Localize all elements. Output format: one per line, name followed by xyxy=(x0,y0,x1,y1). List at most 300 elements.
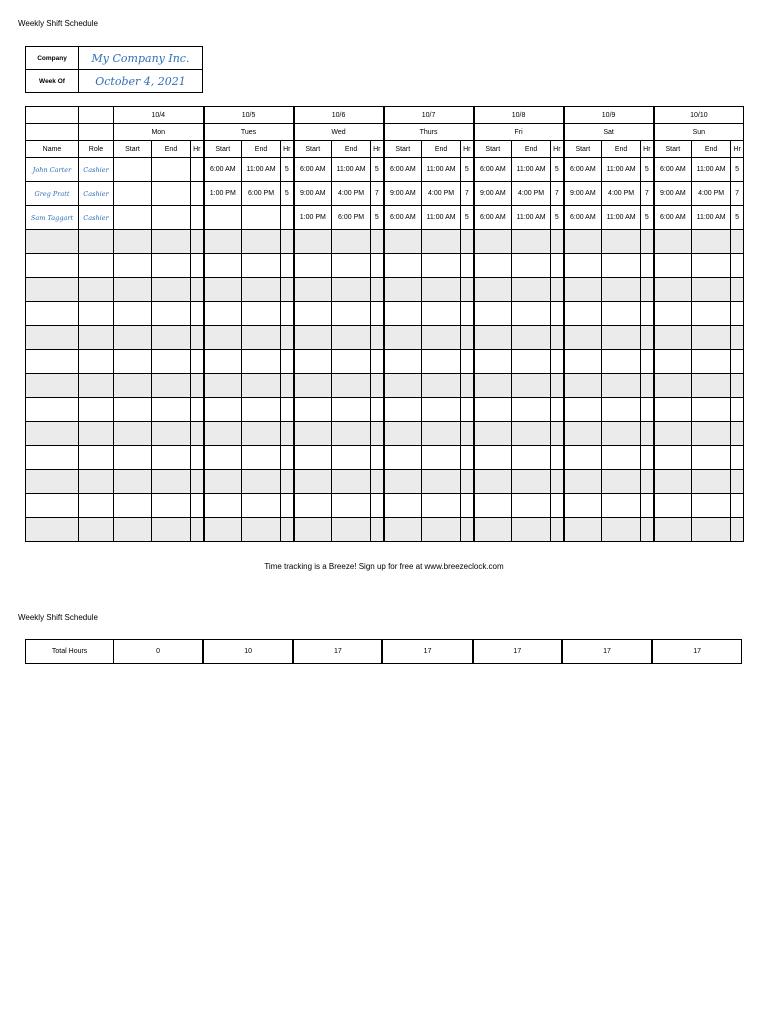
shift-start[interactable] xyxy=(294,422,332,446)
employee-role[interactable] xyxy=(79,326,114,350)
shift-end[interactable]: 4:00 PM xyxy=(332,182,371,206)
shift-start[interactable]: 6:00 AM xyxy=(654,158,692,182)
shift-hours xyxy=(641,470,654,494)
shift-hours xyxy=(281,446,294,470)
shift-end[interactable] xyxy=(602,374,641,398)
shift-end[interactable] xyxy=(692,278,731,302)
shift-hours xyxy=(551,494,564,518)
employee-name[interactable] xyxy=(26,230,79,254)
employee-name[interactable] xyxy=(26,326,79,350)
shift-start[interactable] xyxy=(474,398,512,422)
shift-hours xyxy=(281,254,294,278)
employee-role[interactable] xyxy=(79,446,114,470)
schedule-row xyxy=(26,470,744,494)
shift-hours xyxy=(191,398,204,422)
shift-hours xyxy=(731,518,744,542)
shift-hours xyxy=(371,254,384,278)
shift-end[interactable] xyxy=(602,254,641,278)
shift-end[interactable] xyxy=(422,494,461,518)
shift-start[interactable]: 9:00 AM xyxy=(654,182,692,206)
shift-end[interactable] xyxy=(152,326,191,350)
shift-end[interactable]: 11:00 AM xyxy=(422,158,461,182)
shift-start[interactable] xyxy=(204,278,242,302)
shift-start[interactable] xyxy=(654,470,692,494)
day-name: Mon xyxy=(114,124,204,141)
shift-start[interactable] xyxy=(294,494,332,518)
shift-end[interactable] xyxy=(512,326,551,350)
shift-start[interactable]: 6:00 AM xyxy=(654,206,692,230)
blank-cell xyxy=(79,124,114,141)
shift-hours xyxy=(551,254,564,278)
shift-end[interactable] xyxy=(242,518,281,542)
shift-end[interactable]: 11:00 AM xyxy=(242,158,281,182)
shift-end[interactable] xyxy=(512,230,551,254)
shift-start[interactable] xyxy=(204,518,242,542)
shift-end[interactable] xyxy=(152,494,191,518)
employee-role[interactable] xyxy=(79,518,114,542)
shift-start[interactable]: 9:00 AM xyxy=(384,182,422,206)
shift-start[interactable] xyxy=(114,158,152,182)
shift-start[interactable] xyxy=(384,230,422,254)
total-hours-value: 0 xyxy=(114,640,203,664)
shift-start[interactable] xyxy=(384,374,422,398)
day-name: Sun xyxy=(654,124,744,141)
shift-end[interactable] xyxy=(512,374,551,398)
shift-end[interactable] xyxy=(332,230,371,254)
schedule-row xyxy=(26,398,744,422)
employee-role[interactable]: Cashier xyxy=(79,206,114,230)
shift-start[interactable] xyxy=(294,518,332,542)
shift-start[interactable]: 6:00 AM xyxy=(564,206,602,230)
shift-end[interactable] xyxy=(422,254,461,278)
shift-end[interactable] xyxy=(602,326,641,350)
shift-start[interactable] xyxy=(114,350,152,374)
shift-end[interactable] xyxy=(422,326,461,350)
shift-hours xyxy=(281,302,294,326)
shift-start[interactable] xyxy=(114,422,152,446)
employee-role[interactable] xyxy=(79,374,114,398)
shift-end[interactable] xyxy=(332,374,371,398)
shift-start[interactable] xyxy=(564,278,602,302)
employee-role[interactable] xyxy=(79,278,114,302)
shift-start[interactable] xyxy=(654,278,692,302)
shift-end[interactable] xyxy=(152,278,191,302)
shift-end[interactable] xyxy=(152,374,191,398)
shift-start[interactable] xyxy=(654,446,692,470)
shift-hours xyxy=(461,326,474,350)
shift-hours: 7 xyxy=(461,182,474,206)
employee-role[interactable] xyxy=(79,230,114,254)
employee-name[interactable]: John Carter xyxy=(26,158,79,182)
shift-start[interactable] xyxy=(384,326,422,350)
employee-name[interactable] xyxy=(26,374,79,398)
shift-start[interactable] xyxy=(384,254,422,278)
shift-end[interactable] xyxy=(242,350,281,374)
company-value[interactable]: My Company Inc. xyxy=(79,47,203,70)
shift-start[interactable] xyxy=(114,326,152,350)
shift-start[interactable] xyxy=(384,350,422,374)
shift-start[interactable] xyxy=(204,470,242,494)
shift-end[interactable] xyxy=(602,446,641,470)
shift-end[interactable] xyxy=(692,350,731,374)
shift-start[interactable] xyxy=(384,398,422,422)
employee-role[interactable] xyxy=(79,254,114,278)
shift-start[interactable] xyxy=(294,278,332,302)
shift-start[interactable] xyxy=(564,254,602,278)
shift-start[interactable] xyxy=(294,470,332,494)
shift-hours xyxy=(731,350,744,374)
shift-start[interactable] xyxy=(654,326,692,350)
shift-start[interactable] xyxy=(564,494,602,518)
shift-start[interactable]: 9:00 AM xyxy=(294,182,332,206)
shift-start[interactable] xyxy=(564,422,602,446)
employee-name[interactable] xyxy=(26,254,79,278)
employee-role[interactable] xyxy=(79,398,114,422)
shift-end[interactable] xyxy=(692,254,731,278)
employee-role[interactable] xyxy=(79,350,114,374)
shift-end[interactable] xyxy=(512,398,551,422)
shift-start[interactable] xyxy=(204,374,242,398)
shift-end[interactable] xyxy=(422,422,461,446)
shift-hours xyxy=(191,326,204,350)
shift-end[interactable] xyxy=(602,494,641,518)
shift-start[interactable] xyxy=(384,470,422,494)
shift-end[interactable]: 11:00 AM xyxy=(512,206,551,230)
shift-hours xyxy=(641,422,654,446)
shift-start[interactable] xyxy=(654,398,692,422)
shift-start[interactable] xyxy=(204,494,242,518)
employee-name[interactable] xyxy=(26,494,79,518)
shift-end[interactable] xyxy=(602,230,641,254)
shift-start[interactable] xyxy=(384,446,422,470)
schedule-row xyxy=(26,446,744,470)
shift-start[interactable] xyxy=(204,326,242,350)
shift-end[interactable]: 6:00 PM xyxy=(242,182,281,206)
employee-role[interactable] xyxy=(79,494,114,518)
shift-start[interactable] xyxy=(564,518,602,542)
shift-end[interactable] xyxy=(692,374,731,398)
shift-end[interactable] xyxy=(602,518,641,542)
shift-end[interactable] xyxy=(422,398,461,422)
shift-start[interactable] xyxy=(114,494,152,518)
shift-start[interactable] xyxy=(474,470,512,494)
shift-end[interactable] xyxy=(692,230,731,254)
shift-end[interactable] xyxy=(152,446,191,470)
shift-end[interactable] xyxy=(152,518,191,542)
shift-end[interactable] xyxy=(692,446,731,470)
shift-start[interactable] xyxy=(294,446,332,470)
shift-start[interactable] xyxy=(654,518,692,542)
shift-start[interactable] xyxy=(654,374,692,398)
shift-start[interactable] xyxy=(384,494,422,518)
shift-start[interactable] xyxy=(474,302,512,326)
shift-hours: 5 xyxy=(371,158,384,182)
shift-end[interactable] xyxy=(422,374,461,398)
employee-name[interactable] xyxy=(26,422,79,446)
shift-end[interactable] xyxy=(692,422,731,446)
shift-start[interactable] xyxy=(114,182,152,206)
shift-start[interactable] xyxy=(114,470,152,494)
shift-hours xyxy=(371,230,384,254)
shift-start[interactable] xyxy=(564,374,602,398)
shift-start[interactable] xyxy=(294,398,332,422)
day-date: 10/8 xyxy=(474,107,564,124)
shift-end[interactable] xyxy=(512,518,551,542)
shift-start[interactable] xyxy=(294,230,332,254)
shift-end[interactable] xyxy=(692,398,731,422)
shift-start[interactable] xyxy=(294,374,332,398)
shift-start[interactable] xyxy=(564,398,602,422)
shift-start[interactable] xyxy=(204,446,242,470)
shift-start[interactable] xyxy=(114,206,152,230)
shift-hours xyxy=(551,230,564,254)
shift-end[interactable] xyxy=(512,254,551,278)
shift-end[interactable] xyxy=(332,398,371,422)
shift-start[interactable] xyxy=(474,374,512,398)
shift-start[interactable] xyxy=(384,518,422,542)
shift-start[interactable] xyxy=(654,494,692,518)
shift-start[interactable] xyxy=(384,422,422,446)
employee-role[interactable] xyxy=(79,302,114,326)
shift-end[interactable] xyxy=(332,350,371,374)
shift-start[interactable] xyxy=(114,446,152,470)
shift-end[interactable] xyxy=(422,446,461,470)
shift-start[interactable] xyxy=(564,446,602,470)
shift-end[interactable]: 11:00 AM xyxy=(422,206,461,230)
shift-end[interactable] xyxy=(602,350,641,374)
shift-start[interactable]: 6:00 AM xyxy=(294,158,332,182)
start-header: Start xyxy=(114,141,152,158)
shift-start[interactable] xyxy=(564,230,602,254)
shift-start[interactable]: 9:00 AM xyxy=(474,182,512,206)
shift-end[interactable] xyxy=(332,422,371,446)
shift-start[interactable]: 6:00 AM xyxy=(474,206,512,230)
shift-end[interactable] xyxy=(152,398,191,422)
hr-header: Hr xyxy=(371,141,384,158)
shift-start[interactable] xyxy=(564,470,602,494)
shift-start[interactable] xyxy=(294,350,332,374)
shift-end[interactable] xyxy=(692,494,731,518)
shift-hours xyxy=(731,326,744,350)
shift-end[interactable] xyxy=(422,350,461,374)
shift-end[interactable] xyxy=(422,302,461,326)
shift-end[interactable] xyxy=(602,278,641,302)
employee-name[interactable] xyxy=(26,398,79,422)
shift-start[interactable]: 6:00 AM xyxy=(564,158,602,182)
shift-start[interactable] xyxy=(204,350,242,374)
shift-end[interactable] xyxy=(332,302,371,326)
shift-end[interactable] xyxy=(332,278,371,302)
shift-start[interactable] xyxy=(654,350,692,374)
shift-hours xyxy=(461,254,474,278)
start-header: Start xyxy=(474,141,512,158)
shift-end[interactable]: 4:00 PM xyxy=(512,182,551,206)
shift-start[interactable]: 6:00 AM xyxy=(204,158,242,182)
shift-start[interactable]: 1:00 PM xyxy=(294,206,332,230)
shift-end[interactable] xyxy=(422,278,461,302)
employee-name[interactable] xyxy=(26,278,79,302)
shift-end[interactable] xyxy=(692,470,731,494)
company-row xyxy=(26,47,203,70)
shift-end[interactable]: 11:00 AM xyxy=(692,158,731,182)
shift-end[interactable] xyxy=(242,446,281,470)
employee-name[interactable]: Greg Pratt xyxy=(26,182,79,206)
employee-name[interactable] xyxy=(26,350,79,374)
shift-hours: 7 xyxy=(551,182,564,206)
shift-end[interactable] xyxy=(602,398,641,422)
shift-end[interactable] xyxy=(152,470,191,494)
employee-name[interactable] xyxy=(26,446,79,470)
shift-end[interactable] xyxy=(152,230,191,254)
shift-start[interactable] xyxy=(474,230,512,254)
shift-end[interactable] xyxy=(422,230,461,254)
shift-end[interactable] xyxy=(512,302,551,326)
employee-role[interactable] xyxy=(79,470,114,494)
shift-end[interactable]: 11:00 AM xyxy=(512,158,551,182)
shift-start[interactable] xyxy=(294,254,332,278)
blank-cell xyxy=(26,107,79,124)
employee-role[interactable]: Cashier xyxy=(79,182,114,206)
hr-header: Hr xyxy=(731,141,744,158)
shift-end[interactable] xyxy=(602,302,641,326)
summary-title: Weekly Shift Schedule xyxy=(18,613,98,622)
shift-hours xyxy=(281,518,294,542)
shift-end[interactable] xyxy=(152,422,191,446)
shift-end[interactable] xyxy=(512,470,551,494)
shift-start[interactable] xyxy=(654,422,692,446)
shift-end[interactable] xyxy=(692,518,731,542)
shift-end[interactable] xyxy=(242,494,281,518)
shift-start[interactable] xyxy=(204,206,242,230)
shift-end[interactable] xyxy=(512,422,551,446)
shift-end[interactable] xyxy=(152,254,191,278)
shift-end[interactable]: 11:00 AM xyxy=(332,158,371,182)
shift-start[interactable] xyxy=(114,398,152,422)
shift-start[interactable] xyxy=(474,350,512,374)
shift-end[interactable] xyxy=(242,422,281,446)
shift-end[interactable] xyxy=(422,470,461,494)
shift-end[interactable] xyxy=(332,446,371,470)
shift-start[interactable] xyxy=(564,302,602,326)
shift-end[interactable]: 4:00 PM xyxy=(422,182,461,206)
shift-start[interactable] xyxy=(204,422,242,446)
shift-start[interactable] xyxy=(384,278,422,302)
shift-start[interactable] xyxy=(294,326,332,350)
shift-start[interactable]: 6:00 AM xyxy=(384,206,422,230)
shift-start[interactable]: 1:00 PM xyxy=(204,182,242,206)
shift-end[interactable] xyxy=(242,278,281,302)
shift-end[interactable] xyxy=(152,350,191,374)
shift-end[interactable] xyxy=(152,206,191,230)
employee-name[interactable] xyxy=(26,518,79,542)
shift-end[interactable] xyxy=(512,446,551,470)
shift-start[interactable] xyxy=(114,230,152,254)
shift-end[interactable] xyxy=(242,206,281,230)
shift-schedule-table xyxy=(25,106,744,542)
shift-end[interactable] xyxy=(422,518,461,542)
shift-start[interactable] xyxy=(204,254,242,278)
shift-end[interactable] xyxy=(512,494,551,518)
shift-start[interactable]: 9:00 AM xyxy=(564,182,602,206)
shift-hours xyxy=(371,302,384,326)
shift-start[interactable] xyxy=(204,302,242,326)
employee-name[interactable]: Sam Taggart xyxy=(26,206,79,230)
shift-end[interactable] xyxy=(242,326,281,350)
shift-end[interactable] xyxy=(332,494,371,518)
shift-start[interactable] xyxy=(294,302,332,326)
shift-end[interactable] xyxy=(602,422,641,446)
shift-hours xyxy=(281,470,294,494)
shift-end[interactable] xyxy=(242,470,281,494)
shift-start[interactable] xyxy=(114,278,152,302)
shift-end[interactable] xyxy=(242,374,281,398)
schedule-row xyxy=(26,182,744,206)
shift-end[interactable] xyxy=(692,302,731,326)
shift-end[interactable] xyxy=(332,470,371,494)
shift-start[interactable] xyxy=(654,254,692,278)
shift-end[interactable]: 11:00 AM xyxy=(602,158,641,182)
employee-name[interactable] xyxy=(26,470,79,494)
shift-start[interactable]: 6:00 AM xyxy=(474,158,512,182)
shift-start[interactable] xyxy=(474,278,512,302)
shift-start[interactable] xyxy=(474,494,512,518)
shift-hours xyxy=(191,230,204,254)
shift-end[interactable] xyxy=(602,470,641,494)
shift-end[interactable] xyxy=(512,350,551,374)
shift-end[interactable] xyxy=(152,158,191,182)
shift-start[interactable] xyxy=(474,326,512,350)
shift-end[interactable] xyxy=(512,278,551,302)
shift-start[interactable] xyxy=(474,254,512,278)
shift-end[interactable] xyxy=(152,302,191,326)
shift-end[interactable] xyxy=(242,398,281,422)
blank-cell xyxy=(26,124,79,141)
shift-end[interactable] xyxy=(152,182,191,206)
shift-start[interactable] xyxy=(654,302,692,326)
shift-start[interactable] xyxy=(114,302,152,326)
shift-end[interactable]: 6:00 PM xyxy=(332,206,371,230)
shift-end[interactable]: 4:00 PM xyxy=(692,182,731,206)
shift-start[interactable] xyxy=(384,302,422,326)
shift-end[interactable]: 11:00 AM xyxy=(602,206,641,230)
week-value[interactable]: October 4, 2021 xyxy=(79,70,203,93)
employee-role[interactable] xyxy=(79,422,114,446)
shift-start[interactable]: 6:00 AM xyxy=(384,158,422,182)
shift-end[interactable]: 4:00 PM xyxy=(602,182,641,206)
shift-end[interactable] xyxy=(332,326,371,350)
shift-end[interactable] xyxy=(692,326,731,350)
shift-start[interactable] xyxy=(564,350,602,374)
shift-end[interactable]: 11:00 AM xyxy=(692,206,731,230)
shift-start[interactable] xyxy=(114,254,152,278)
shift-start[interactable] xyxy=(564,326,602,350)
shift-start[interactable] xyxy=(114,374,152,398)
shift-end[interactable] xyxy=(242,230,281,254)
shift-start[interactable] xyxy=(654,230,692,254)
shift-end[interactable] xyxy=(332,518,371,542)
shift-end[interactable] xyxy=(242,302,281,326)
employee-role[interactable]: Cashier xyxy=(79,158,114,182)
shift-start[interactable] xyxy=(474,518,512,542)
shift-start[interactable] xyxy=(204,398,242,422)
shift-end[interactable] xyxy=(242,254,281,278)
shift-start[interactable] xyxy=(474,422,512,446)
shift-start[interactable] xyxy=(114,518,152,542)
shift-start[interactable] xyxy=(474,446,512,470)
shift-end[interactable] xyxy=(332,254,371,278)
shift-start[interactable] xyxy=(204,230,242,254)
employee-name[interactable] xyxy=(26,302,79,326)
